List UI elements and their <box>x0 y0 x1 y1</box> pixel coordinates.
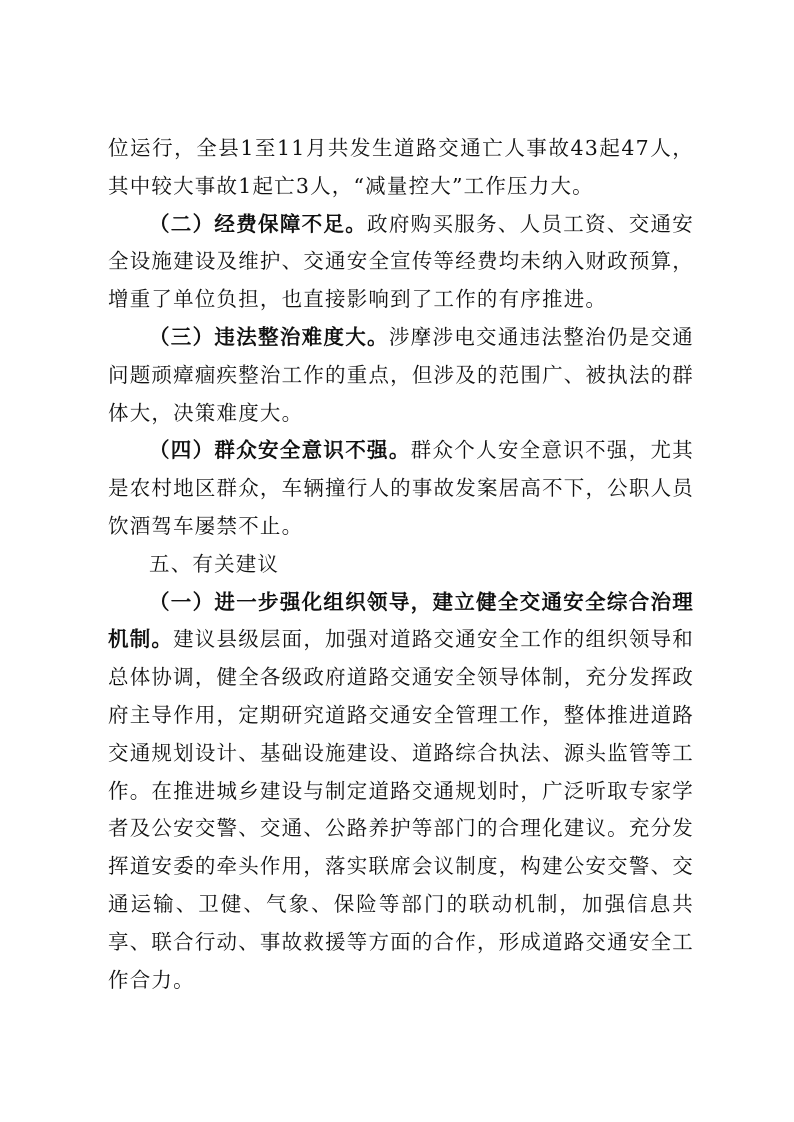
section-heading: 五、有关建议 <box>149 551 280 576</box>
problem-title-2: （二）经费保障不足。 <box>149 211 368 236</box>
document-body <box>108 130 694 999</box>
problem-paragraph-3 <box>108 319 694 432</box>
problem-title-4: （四）群众安全意识不强。 <box>149 438 411 463</box>
intro-text: 位运行，全县1至11月共发生道路交通亡人事故43起47人，其中较大事故1起亡3人，“减量控大”工作压力大。 <box>108 136 694 198</box>
problem-body-3: 涉摩涉电交通违法整治仍是交通问题顽瘴痼疾整治工作的重点，但涉及的范围广、被执法的群体大，决策难度大。 <box>108 324 694 425</box>
problem-paragraph-4 <box>108 432 694 545</box>
suggestion-paragraph-1 <box>108 584 694 1000</box>
suggestion-body-1: 建议县级层面，加强对道路交通安全工作的组织领导和总体协调，健全各级政府道路交通安全领导体制，充分发挥政府主导作用，定期研究道路交通安全管理工作，整体推进道路交通规划设计、基础设施建设、道路综合执法、源头监管等工作。在推进城乡建设与制定道路交通规划时，广泛听取专家学者及公安交警、交通、公路养护等部门的合理化建议。充分发挥道安委的牵头作用，落实联席会议制度，构建公安交警、交通运输、卫健、气象、保险等部门的联动机制，加强信息共享、联合行动、事故救援等方面的合作，形成道路交通安全工作合力。 <box>108 627 694 992</box>
problem-title-3: （三）违法整治难度大。 <box>149 324 389 349</box>
problem-body-4: 群众个人安全意识不强，尤其是农村地区群众，车辆撞行人的事故发案居高不下，公职人员饮酒驾车屡禁不止。 <box>108 438 694 538</box>
problem-paragraph-2 <box>108 206 694 319</box>
problem-body-2: 政府购买服务、人员工资、交通安全设施建设及维护、交通安全宣传等经费均未纳入财政预算，增重了单位负担，也直接影响到了工作的有序推进。 <box>108 211 695 312</box>
intro-paragraph <box>108 130 694 206</box>
suggestion-title-1: （一）进一步强化组织领导，建立健全交通安全综合治理机制。 <box>108 589 694 652</box>
